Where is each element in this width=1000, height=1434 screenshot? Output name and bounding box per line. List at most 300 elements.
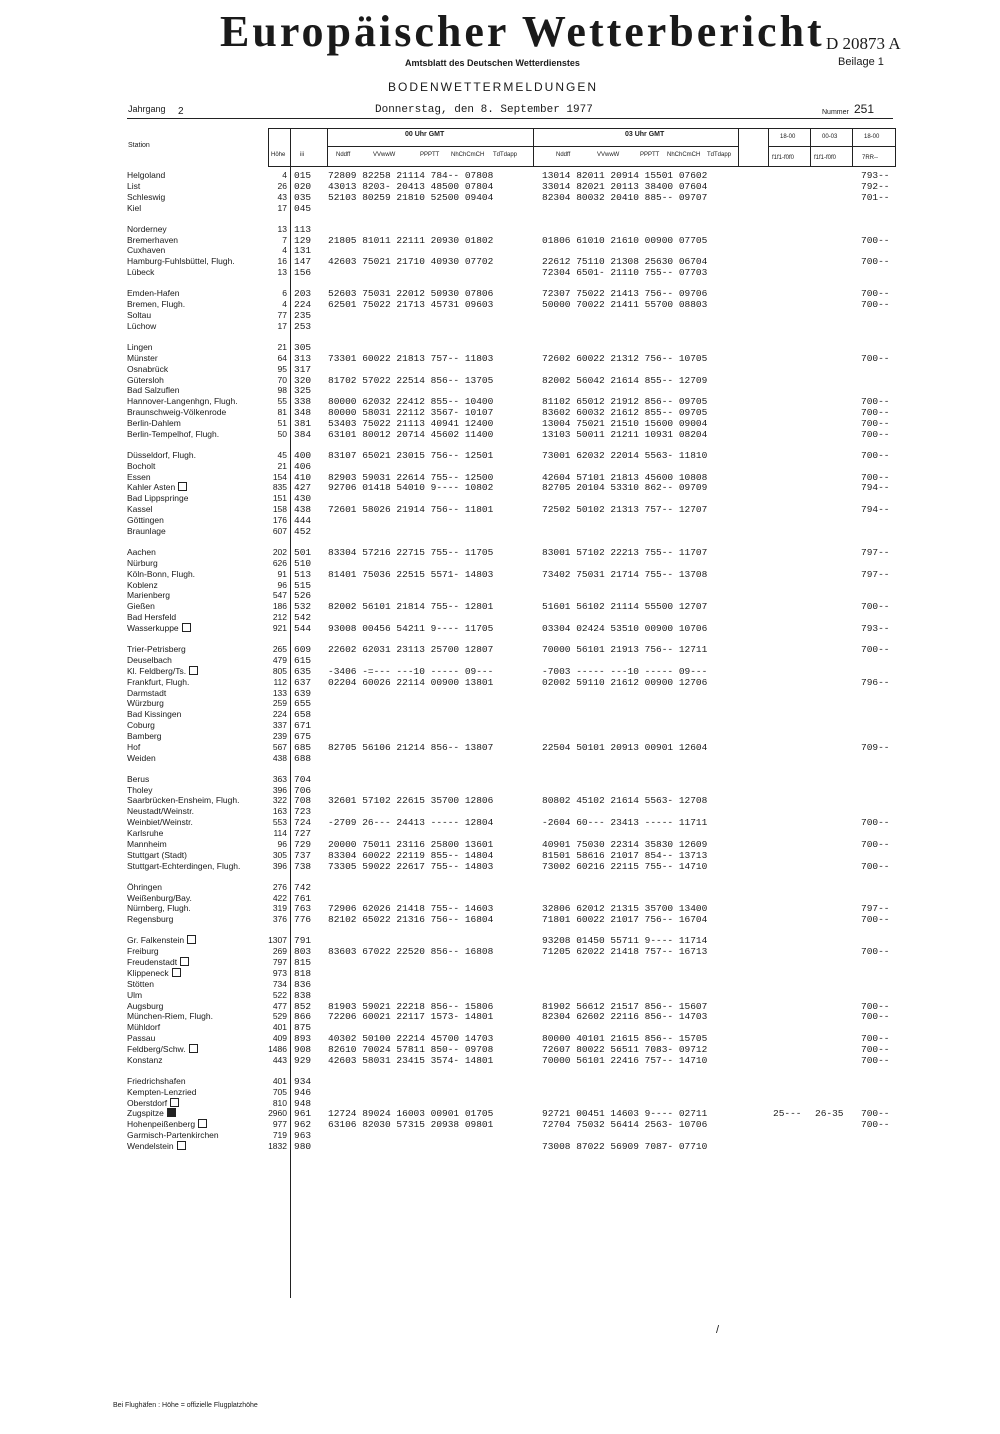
station-height: 4 <box>282 245 287 256</box>
obs-03-gmt: 82705 20104 53310 862-- 09709 <box>542 482 708 494</box>
obs-00-gmt: 63101 80012 20714 45602 11400 <box>328 428 494 440</box>
obs-03-gmt: 92721 00451 14603 9---- 02711 <box>542 1108 708 1120</box>
station-id: 961 <box>294 1108 312 1120</box>
obs-03-gmt: 22612 75110 21308 25630 06704 <box>542 256 708 268</box>
station-height: 186 <box>272 601 287 612</box>
station-height: 91 <box>277 568 287 579</box>
station-id: 761 <box>294 892 312 904</box>
zugspitze-extra-2: 26-35 <box>815 1108 844 1120</box>
station-id: 203 <box>294 288 312 300</box>
obs-03-gmt: 71205 62022 21418 757-- 16713 <box>542 946 708 958</box>
station-name <box>127 396 238 406</box>
station-name <box>127 342 153 352</box>
obs-00-gmt: 83304 60022 22119 855-- 14804 <box>328 849 494 861</box>
station-id: 129 <box>294 234 312 246</box>
station-id: 325 <box>294 385 312 397</box>
station-id: 400 <box>294 449 312 461</box>
station-height: 212 <box>272 612 287 623</box>
station-name <box>127 493 188 503</box>
obs-03-gmt: 72704 75032 56414 2563- 10706 <box>542 1119 708 1131</box>
station-label: Weiden <box>127 752 156 763</box>
station-name <box>127 504 153 514</box>
station-label: Bad Hersfeld <box>127 612 177 623</box>
station-id: 526 <box>294 590 312 602</box>
mountain-station-square-icon <box>198 1119 207 1128</box>
station-name <box>127 1022 160 1032</box>
station-name <box>127 688 166 698</box>
station-label: Augsburg <box>127 1000 164 1011</box>
station-id: 724 <box>294 817 312 829</box>
station-id: 430 <box>294 493 312 505</box>
station-name <box>127 861 240 871</box>
mountain-station-square-icon <box>187 935 196 944</box>
station-id: 015 <box>294 170 312 181</box>
station-height: 626 <box>272 557 287 568</box>
station-id: 934 <box>294 1075 312 1087</box>
station-name <box>127 623 191 633</box>
obs-00-gmt: 72906 62026 21418 755-- 14603 <box>328 903 494 915</box>
station-name <box>127 1119 207 1129</box>
station-height: 805 <box>272 665 287 676</box>
station-name <box>127 375 164 385</box>
station-height: 158 <box>272 504 287 515</box>
station-height: 202 <box>272 547 287 557</box>
station-id: 224 <box>294 299 312 311</box>
station-id: 980 <box>294 1141 312 1152</box>
obs-00-gmt: 80000 62032 22412 855-- 10400 <box>328 396 494 408</box>
station-id: 438 <box>294 504 312 516</box>
station-id: 381 <box>294 417 312 429</box>
station-height: 438 <box>272 752 287 763</box>
station-name <box>127 903 191 913</box>
station-label: Coburg <box>127 720 155 731</box>
station-label: Kiel <box>127 202 142 213</box>
station-label: Bocholt <box>127 460 156 471</box>
station-id: 544 <box>294 622 312 634</box>
station-height: 77 <box>277 309 287 320</box>
station-id: 113 <box>294 223 312 235</box>
col-header-c2a: 00-03 <box>822 134 838 140</box>
station-name <box>127 785 153 795</box>
col-rule <box>533 128 534 166</box>
station-height: 547 <box>272 590 287 601</box>
station-name <box>127 461 155 471</box>
obs-03-gmt: 72502 50102 21313 757-- 12707 <box>542 504 708 516</box>
col-header-c1b: f1f1-f0f0 <box>772 155 795 161</box>
station-id: 815 <box>294 957 312 969</box>
station-label: Stötten <box>127 978 154 989</box>
station-label: Schleswig <box>127 191 166 202</box>
station-id: 515 <box>294 579 312 591</box>
zugspitze-extra-1: 25--- <box>773 1108 802 1120</box>
station-label: Braunlage <box>127 525 166 536</box>
station-height: 133 <box>272 687 287 698</box>
obs-00-gmt: 82102 65022 21316 756-- 16804 <box>328 914 494 926</box>
obs-00-gmt: 63106 82030 57315 20938 09801 <box>328 1119 494 1131</box>
mountain-station-square-icon <box>189 666 198 675</box>
col-header-iii: iii <box>300 152 304 158</box>
extra-group: 700-- <box>861 1119 890 1131</box>
station-height: 4 <box>282 299 287 310</box>
station-height: 81 <box>277 407 287 418</box>
station-id: 658 <box>294 709 312 721</box>
station-label: Würzburg <box>127 698 164 709</box>
table-top-rule <box>268 128 896 129</box>
station-label: Kassel <box>127 504 153 515</box>
station-id: 803 <box>294 946 312 958</box>
station-name <box>127 731 162 741</box>
station-height: 151 <box>272 493 287 504</box>
obs-03-gmt: 93208 01450 55711 9---- 11714 <box>542 935 708 947</box>
obs-03-gmt: 33014 82021 20113 38400 07604 <box>542 180 708 192</box>
station-name <box>127 979 154 989</box>
mountain-station-square-icon <box>177 1141 186 1150</box>
station-label: Nürburg <box>127 557 158 568</box>
station-id: 893 <box>294 1033 312 1045</box>
station-id: 776 <box>294 914 312 926</box>
station-id: 639 <box>294 687 312 699</box>
header-rule <box>127 118 893 119</box>
extra-group: 700-- <box>861 396 890 408</box>
obs-00-gmt: 20000 75011 23116 25800 13601 <box>328 838 494 850</box>
station-name <box>127 1130 219 1140</box>
station-name <box>127 720 155 730</box>
col-header-td-03: TdTdapp <box>707 152 732 158</box>
col-header-c3a: 18-00 <box>864 134 880 140</box>
station-name <box>127 709 181 719</box>
mountain-station-square-icon <box>170 1098 179 1107</box>
obs-03-gmt: 72307 75022 21413 756-- 09706 <box>542 288 708 300</box>
obs-03-gmt: 81501 58616 21017 854-- 13713 <box>542 849 708 861</box>
station-height: 401 <box>272 1075 287 1086</box>
station-id: 704 <box>294 773 312 785</box>
station-label: Bad Kissingen <box>127 709 182 720</box>
extra-group: 700-- <box>861 644 890 656</box>
station-name <box>127 957 189 967</box>
station-name <box>127 1076 186 1086</box>
group-rule-right <box>768 146 896 147</box>
nummer-value: 251 <box>854 102 875 116</box>
station-label: Regensburg <box>127 914 174 925</box>
col-header-vvwww-03: VVwwW <box>597 152 620 158</box>
report-date: Donnerstag, den 8. September 1977 <box>375 104 593 116</box>
station-name <box>127 946 159 956</box>
obs-03-gmt: 40901 75030 22314 35830 12609 <box>542 838 708 850</box>
extra-group: 700-- <box>861 946 890 958</box>
obs-03-gmt: 42604 57101 21813 45600 10808 <box>542 471 708 483</box>
station-label: Karlsruhe <box>127 828 164 838</box>
col-header-nddff-03: Nddff <box>556 152 571 158</box>
station-height: 7 <box>282 234 287 245</box>
station-id: 235 <box>294 309 312 321</box>
station-label: Mannheim <box>127 838 167 849</box>
obs-00-gmt: 12724 89024 16003 00901 01705 <box>328 1108 494 1120</box>
station-id: 427 <box>294 482 312 494</box>
station-label: Berlin-Dahlem <box>127 417 181 428</box>
station-id: 635 <box>294 665 312 677</box>
station-id: 946 <box>294 1086 312 1098</box>
obs-03-gmt: 83001 57102 22213 755-- 11707 <box>542 547 708 558</box>
obs-03-gmt: 81902 56612 21517 856-- 15607 <box>542 1000 708 1012</box>
station-id: 406 <box>294 460 312 472</box>
station-label: Nürnberg, Flugh. <box>127 903 191 914</box>
obs-03-gmt: 22504 50101 20913 00901 12604 <box>542 741 708 753</box>
extra-group: 793-- <box>861 170 890 181</box>
station-name <box>127 817 193 827</box>
station-label: Öhringen <box>127 881 162 892</box>
obs-00-gmt: 83603 67022 22520 856-- 16808 <box>328 946 494 958</box>
extra-group: 797-- <box>861 903 890 915</box>
col-header-td-00: TdTdapp <box>493 152 518 158</box>
station-label: Münster <box>127 352 158 363</box>
extra-group: 700-- <box>861 417 890 429</box>
obs-00-gmt: 83107 65021 23015 756-- 12501 <box>328 449 494 461</box>
station-name <box>127 429 219 439</box>
station-label: Feldberg/Schw. <box>127 1043 186 1054</box>
station-height: 2960 <box>268 1108 287 1119</box>
station-height: 1486 <box>268 1043 287 1054</box>
station-name <box>127 753 156 763</box>
station-name <box>127 914 173 924</box>
station-id: 384 <box>294 428 312 440</box>
col-rule <box>327 128 328 166</box>
station-label: Saarbrücken-Ensheim, Flugh. <box>127 795 240 806</box>
obs-00-gmt: -3406 -=--- ---10 ----- 09--- <box>328 665 494 677</box>
station-height: 95 <box>277 363 287 374</box>
station-name <box>127 1098 179 1108</box>
obs-03-gmt: 70000 56101 21913 756-- 12711 <box>542 644 708 656</box>
obs-03-gmt: 80000 40101 21615 856-- 15705 <box>542 1033 708 1045</box>
extra-group: 700-- <box>861 428 890 440</box>
station-name <box>127 547 156 557</box>
col-header-00gmt: 00 Uhr GMT <box>405 131 445 138</box>
station-label: Hohenpeißenberg <box>127 1119 196 1130</box>
obs-00-gmt: 42603 75021 21710 40930 07702 <box>328 256 494 268</box>
station-height: 567 <box>272 741 287 752</box>
station-name <box>127 558 158 568</box>
station-height: 1832 <box>268 1141 287 1151</box>
station-height: 269 <box>272 946 287 957</box>
extra-group: 700-- <box>861 914 890 926</box>
station-height: 112 <box>273 676 287 687</box>
station-label: Neustadt/Weinstr. <box>127 806 194 817</box>
footnote: Bei Flughäfen : Höhe = offizielle Flugplatzhöhe <box>113 1402 258 1409</box>
station-name <box>127 612 176 622</box>
col-header-c2b: f1f1-f0f0 <box>814 155 837 161</box>
extra-group: 700-- <box>861 1033 890 1045</box>
mountain-station-square-icon <box>172 968 181 977</box>
station-label: Klippeneck <box>127 967 169 978</box>
station-height: 705 <box>272 1086 287 1097</box>
station-height: 55 <box>277 396 287 407</box>
station-name <box>127 1044 198 1054</box>
col-rule <box>852 128 853 166</box>
pen-mark: / <box>716 1324 720 1336</box>
obs-00-gmt: 32601 57102 22615 35700 12806 <box>328 795 494 807</box>
station-label: Gütersloh <box>127 374 164 385</box>
mountain-station-square-icon <box>180 957 189 966</box>
obs-00-gmt: 52103 80259 21810 52500 09404 <box>328 191 494 203</box>
station-id: 305 <box>294 341 312 353</box>
station-label: Tholey <box>127 784 153 795</box>
station-height: 26 <box>277 180 287 191</box>
obs-00-gmt: 22602 62031 23113 25700 12807 <box>328 644 494 656</box>
station-name <box>127 288 179 298</box>
station-label: Mühldorf <box>127 1022 161 1033</box>
station-name <box>127 299 185 309</box>
obs-00-gmt: 72206 60021 22117 1573- 14801 <box>328 1011 494 1023</box>
mountain-station-square-icon <box>182 623 191 632</box>
obs-03-gmt: 73008 87022 56909 7087- 07710 <box>542 1141 708 1152</box>
obs-03-gmt: 03304 02424 53510 00900 10706 <box>542 622 708 634</box>
station-height: 797 <box>272 957 287 968</box>
station-height: 176 <box>272 515 287 525</box>
obs-00-gmt: 73305 59022 22617 755-- 14803 <box>328 860 494 872</box>
station-label: Soltau <box>127 309 152 320</box>
obs-03-gmt: 73402 75031 21714 755-- 13708 <box>542 568 708 580</box>
obs-03-gmt: 01806 61010 21610 00900 07705 <box>542 234 708 246</box>
station-name <box>127 192 165 202</box>
col-header-c3b: 7RR-- <box>862 155 878 161</box>
obs-03-gmt: 32806 62012 21315 35700 13400 <box>542 903 708 915</box>
obs-00-gmt: 82610 70024 57811 850-- 09708 <box>328 1043 494 1055</box>
station-name <box>127 1033 155 1043</box>
extra-group: 700-- <box>861 256 890 268</box>
station-id: 875 <box>294 1022 312 1034</box>
station-name <box>127 839 167 849</box>
station-name <box>127 321 156 331</box>
jahrgang-value: 2 <box>178 106 184 117</box>
station-label: Oberstdorf <box>127 1097 168 1108</box>
station-id: 609 <box>294 644 312 656</box>
station-id: 723 <box>294 806 312 818</box>
station-id: 510 <box>294 557 312 569</box>
obs-00-gmt: 21805 81011 22111 20930 01802 <box>328 234 494 246</box>
extra-group: 700-- <box>861 299 890 311</box>
station-height: 719 <box>272 1130 287 1141</box>
station-id: 675 <box>294 730 312 742</box>
obs-00-gmt: 40302 50100 22214 45700 14703 <box>328 1033 494 1045</box>
station-id: 156 <box>294 267 312 279</box>
station-height: 1307 <box>268 935 287 946</box>
station-height: 96 <box>277 838 287 849</box>
station-name <box>127 1055 162 1065</box>
col-header-hoehe: Höhe <box>271 152 286 158</box>
station-height: 96 <box>277 579 287 590</box>
station-label: Göttingen <box>127 515 164 525</box>
obs-00-gmt: 82705 56106 21214 856-- 13807 <box>328 741 494 753</box>
station-label: Lingen <box>127 341 153 352</box>
station-label: Osnabrück <box>127 363 169 374</box>
station-name <box>127 806 194 816</box>
station-name <box>127 990 142 1000</box>
station-label: Deuselbach <box>127 654 172 665</box>
obs-03-gmt: 81102 65012 21912 856-- 09705 <box>542 396 708 408</box>
station-name <box>127 774 149 784</box>
extra-group: 700-- <box>861 1011 890 1023</box>
obs-00-gmt: 62501 75022 21713 45731 09603 <box>328 299 494 311</box>
station-height: 43 <box>277 191 287 202</box>
station-height: 50 <box>277 428 287 439</box>
station-id: 655 <box>294 698 312 710</box>
obs-03-gmt: 73002 60216 22115 755-- 14710 <box>542 860 708 872</box>
station-name <box>127 472 151 482</box>
obs-03-gmt: 13004 75021 21510 15600 09004 <box>542 417 708 429</box>
obs-00-gmt: 72809 82258 21114 784-- 07808 <box>328 170 494 181</box>
station-id: 338 <box>294 396 312 408</box>
station-height: 477 <box>272 1000 287 1011</box>
extra-group: 792-- <box>861 180 890 192</box>
station-label: Weinbiet/Weinstr. <box>127 817 193 828</box>
obs-03-gmt: 73001 62032 22014 5563- 11810 <box>542 449 708 461</box>
col-header-station: Station <box>128 142 150 149</box>
station-height: 70 <box>277 374 287 385</box>
station-id: 147 <box>294 256 312 268</box>
col-header-nddff-00: Nddff <box>336 152 351 158</box>
station-id: 501 <box>294 547 312 558</box>
station-height: 479 <box>272 654 287 665</box>
station-label: Friedrichshafen <box>127 1075 186 1086</box>
obs-03-gmt: 82002 56042 21614 855-- 12709 <box>542 374 708 386</box>
station-id: 671 <box>294 720 312 732</box>
col-header-pppt-00: PPPTT <box>420 152 440 158</box>
station-height: 409 <box>272 1033 287 1044</box>
station-height: 319 <box>272 903 287 914</box>
station-id: 020 <box>294 180 312 192</box>
station-height: 396 <box>272 860 287 871</box>
extra-group: 794-- <box>861 504 890 516</box>
station-label: Hof <box>127 741 141 752</box>
extra-group: 797-- <box>861 568 890 580</box>
station-name <box>127 224 167 234</box>
station-name <box>127 882 162 892</box>
station-label: Cuxhaven <box>127 245 166 256</box>
station-name <box>127 893 192 903</box>
station-height: 607 <box>272 525 287 536</box>
station-height: 973 <box>272 967 287 978</box>
extra-group: 700-- <box>861 1043 890 1055</box>
station-height: 21 <box>277 460 287 471</box>
col-rule <box>895 128 896 166</box>
station-label: Lüchow <box>127 320 157 331</box>
station-name <box>127 235 178 245</box>
station-height: 6 <box>282 288 287 299</box>
station-height: 396 <box>272 784 287 795</box>
station-id: 742 <box>294 881 312 893</box>
station-label: Marienberg <box>127 590 170 601</box>
station-height: 401 <box>272 1022 287 1033</box>
station-label: Berus <box>127 773 150 784</box>
obs-00-gmt: 43013 8203- 20413 48500 07804 <box>328 180 494 192</box>
station-label: Kahler Asten <box>127 482 176 493</box>
obs-03-gmt: 50000 70022 21411 55700 08803 <box>542 299 708 311</box>
station-id: 836 <box>294 978 312 990</box>
extra-group: 793-- <box>861 622 890 634</box>
station-name <box>127 795 239 805</box>
station-name <box>127 698 164 708</box>
station-name <box>127 655 172 665</box>
station-label: Trier-Petrisberg <box>127 644 186 655</box>
document-title: Europäischer Wetterbericht <box>220 7 825 56</box>
col-rule <box>738 128 739 166</box>
obs-03-gmt: 13014 82011 20914 15501 07602 <box>542 170 708 181</box>
col-rule <box>768 128 769 166</box>
station-height: 443 <box>272 1054 287 1065</box>
station-height: 64 <box>277 352 287 363</box>
station-name <box>127 170 165 180</box>
extra-group: 700-- <box>861 838 890 850</box>
station-id: 738 <box>294 860 312 872</box>
